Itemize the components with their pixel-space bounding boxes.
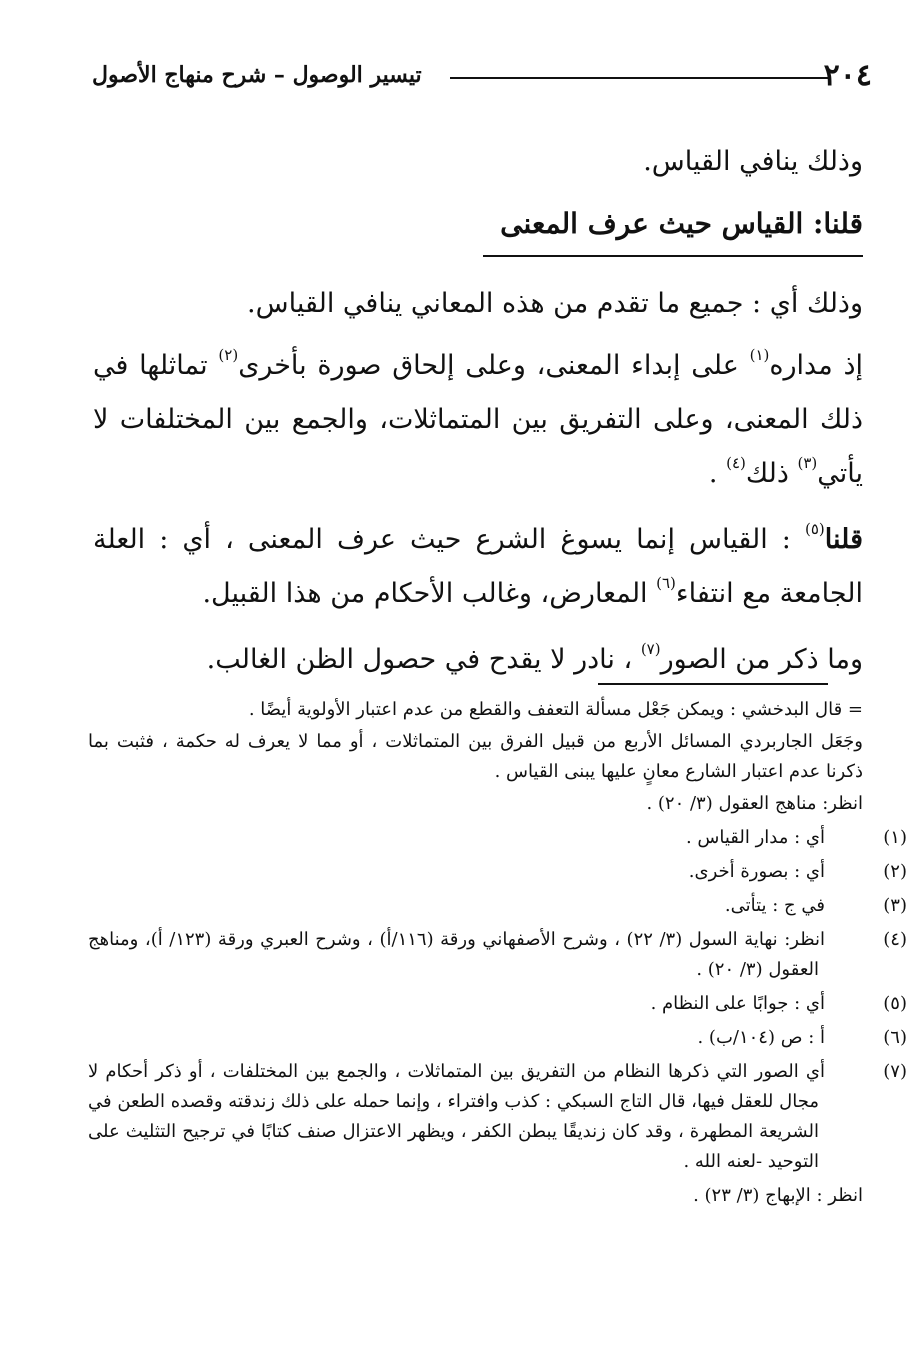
- footnote-text: أي : مدار القياس .: [685, 827, 825, 848]
- footnote-number: (٣): [883, 895, 907, 916]
- running-title: تيسير الوصول – شرح منهاج الأصول: [92, 62, 422, 88]
- footnote-number: (٦): [883, 1027, 907, 1048]
- paragraph-4: [93, 513, 863, 621]
- p5-text-b: ، نادر لا يقدح في حصول الظن الغالب.: [206, 644, 641, 675]
- footnote-3: [88, 891, 907, 921]
- footnote-text: أي : جوابًا على النظام .: [650, 993, 825, 1014]
- p3-text-b: على إبداء المعنى، وعلى إلحاق صورة بأخرى: [238, 350, 750, 381]
- footnote-ref-1[interactable]: (١): [749, 346, 770, 364]
- p3-text-d: ذلك: [745, 458, 798, 489]
- paragraph-2: وذلك أي : جميع ما تقدم من هذه المعاني ينافي القياس.: [247, 288, 863, 319]
- footnote-4: [88, 925, 907, 985]
- paragraph-5: [93, 633, 863, 687]
- footnote-number: (٥): [883, 993, 907, 1014]
- footnote-ref-3[interactable]: (٣): [797, 454, 818, 472]
- main-text: [93, 135, 863, 695]
- footnote-6: [88, 1023, 907, 1053]
- p5-text-a: وما ذكر من الصور: [660, 644, 863, 675]
- footnote-ref-7[interactable]: (٧): [640, 640, 661, 658]
- header-rule: [450, 77, 828, 79]
- p3-text-c: تماثلها في ذلك المعنى، وعلى التفريق بين المتماثلات، والجمع بين المختلفات لا يأتي: [93, 350, 863, 489]
- footnote-text: أي : بصورة أخرى.: [688, 861, 825, 882]
- footnote-ref-5[interactable]: (٥): [804, 520, 825, 538]
- p4-text-b: المعارض، وغالب الأحكام من هذا القبيل.: [202, 578, 657, 609]
- paragraph-3: [93, 339, 863, 501]
- matn-quote: [483, 197, 863, 257]
- p3-text-e: .: [708, 458, 727, 489]
- footnote-number: (٧): [883, 1061, 907, 1082]
- p3-text-a: إذ مداره: [769, 350, 863, 381]
- footnote-carry-3: انظر: مناهج العقول (٣/ ٢٠) .: [646, 793, 863, 814]
- footnote-number: (١): [883, 827, 907, 848]
- p4-text-a: : القياس إنما يسوغ الشرع حيث عرف المعنى ، أي : العلة الجامعة مع انتفاء: [93, 524, 863, 609]
- footnote-ref-6[interactable]: (٦): [656, 574, 676, 592]
- p4-lead: قلنا: [824, 524, 863, 555]
- footnote-carry-2: وجَعَل الجاربردي المسائل الأربع من قبيل الفرق بين المتماثلات ، أو مما لا يعرف له حكمة ، فثبت بما ذكرنا عدم اعتبار الشارع معانٍ عليها يبنى القياس .: [88, 731, 863, 782]
- footnote-ref-2[interactable]: (٢): [218, 346, 239, 364]
- page-number: ٢٠٤: [823, 57, 872, 93]
- footnote-1: [88, 823, 907, 853]
- paragraph-1: وذلك ينافي القياس.: [643, 146, 863, 177]
- footnote-ref-4[interactable]: (٤): [726, 454, 746, 472]
- footnote-number: (٢): [883, 861, 907, 882]
- footnote-tail: انظر : الإبهاج (٣/ ٢٣) .: [693, 1185, 863, 1206]
- footnote-text: في ج : يتأتى.: [724, 895, 825, 916]
- footnote-text: انظر: نهاية السول (٣/ ٢٢) ، وشرح الأصفهاني ورقة (١١٦/أ) ، وشرح العبري ورقة (١٢٣/ أ)، ومناهج العقول (٣/ ٢٠) .: [88, 929, 825, 980]
- matn-lead: قلنا:: [813, 207, 863, 240]
- footnotes: [88, 695, 907, 1215]
- footnote-carry-1: = قال البدخشي : ويمكن جَعْل مسألة التعفف والقطع من عدم اعتبار الأولوية أيضًا .: [248, 699, 863, 720]
- footnote-7: [88, 1057, 907, 1177]
- page-header: [92, 50, 872, 100]
- footnote-number: (٤): [883, 929, 907, 950]
- matn-text: القياس حيث عرف المعنى: [500, 207, 814, 240]
- footnote-text: أ : ص (١٠٤/ب) .: [697, 1027, 825, 1048]
- footnote-text: أي الصور التي ذكرها النظام من التفريق بين المتماثلات ، والجمع بين المختلفات ، أو ذكر أحكام لا مجال للعقل فيها، قال التاج السبكي : كذب وافتراء ، وإنما حمله على ذلك زندقته وقصده الطعن في الشريعة المطهرة ، وقد كان زنديقًا يبطن الكفر ، ويظهر الاعتزال صنف كتابًا في ترجيح التثليث على التوحيد -لعنه الله .: [88, 1061, 825, 1172]
- footnote-2: [88, 857, 907, 887]
- footnote-5: [88, 989, 907, 1019]
- footnote-rule: [598, 683, 828, 685]
